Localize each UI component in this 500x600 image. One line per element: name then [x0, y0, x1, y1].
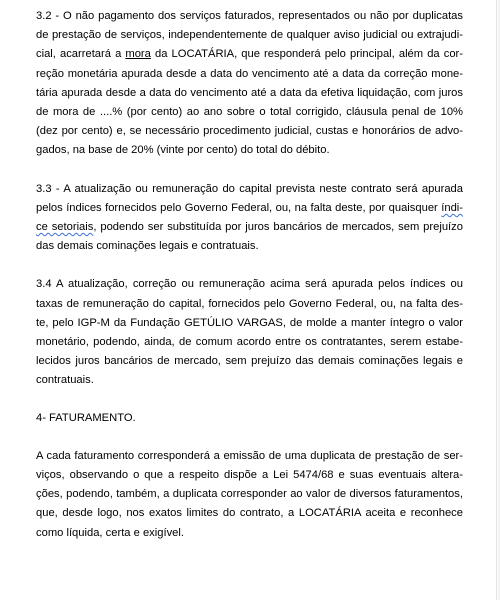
section-4-body: [36, 447, 463, 543]
text-line: A cada faturamento corresponderá a emissão de uma duplicata de prestação de ser-: [36, 449, 463, 462]
paragraph-spacer: [36, 391, 463, 409]
underlined-word-mora: mora: [125, 48, 151, 61]
text-line: taxas de remuneração do capital, fornecidos pelo Governo Federal, ou, na falta des-: [36, 297, 463, 310]
text-line: 3.3 - A atualização ou remuneração do capital prevista neste contrato será apurada: [36, 182, 463, 195]
text-line: das demais cominações legais e contratuais.: [36, 240, 259, 253]
text-line: que, desde logo, nos exatos limites do contrato, a LOCATÁRIA aceita e reconhece: [36, 507, 463, 520]
text-line: [36, 199, 463, 218]
text-line: gados, na base de 20% (vinte por cento) do total do débito.: [36, 144, 330, 157]
text-line: 3.2 - O não pagamento dos serviços faturados, representados ou não por duplicatas: [36, 10, 463, 22]
spellcheck-flagged-word: índi-: [441, 201, 463, 214]
text-line: monetário, podendo, ainda, de comum acordo entre os contratantes, serem estabe-: [36, 336, 463, 349]
text-segment: da LOCATÁRIA, que responderá pelo principal, além da cor-: [150, 48, 463, 61]
text-line: lecidos juros bancários de mercado, sem prejuízo das demais cominações legais e: [36, 355, 463, 368]
text-segment: , podendo ser substituída por juros bancários de mercados, sem prejuízo: [93, 221, 463, 234]
text-line: contratuais.: [36, 374, 94, 387]
text-segment: pelos índices fornecidos pelo Governo Federal, ou, na falta deste, por quaisquer: [36, 201, 442, 214]
text-line: de prestação de serviços, independentemente de qualquer aviso judicial ou extrajudi-: [36, 29, 463, 42]
text-line: como líquida, certa e exigível.: [36, 526, 184, 539]
text-line: [36, 45, 463, 64]
section-heading-faturamento: 4- FATURAMENTO.: [36, 411, 136, 424]
text-line: reção monetária apurada desde a data do vencimento até a data da correção mone-: [36, 67, 463, 80]
text-line: (dez por cento) e, se necessário procedimento judicial, custas e honorários de advo-: [36, 125, 463, 138]
clause-3-4: [36, 275, 463, 390]
document-body: [36, 7, 463, 543]
text-line: tária apurada desde a data do vencimento até a data da efetiva liquidação, com juros: [36, 86, 463, 99]
text-line: 3.4 A atualização, correção ou remuneração acima será apurada pelos índices ou: [36, 278, 463, 291]
page-border: [496, 0, 497, 600]
clause-3-3: [36, 180, 463, 257]
text-line: viços, observando o que a respeito dispõe a Lei 5474/68 e suas eventuais altera-: [36, 469, 463, 482]
text-line: ções, podendo, também, a duplicata corresponder ao valor de diversos faturamentos,: [36, 488, 463, 501]
paragraph-spacer: [36, 161, 463, 180]
paragraph-spacer: [36, 428, 463, 447]
text-line: de mora de ....% (por cento) ao ano sobre o total corrigido, cláusula penal de 10%: [36, 106, 463, 119]
text-line: [36, 218, 463, 237]
text-segment: cial, acarretará a: [36, 48, 126, 61]
text-line: te, pelo IGP-M da Fundação GETÚLIO VARGAS, de molde a manter íntegro o valor: [36, 316, 463, 329]
paragraph-spacer: [36, 256, 463, 275]
clause-3-2: [36, 7, 463, 161]
spellcheck-flagged-word: ce setoriais: [36, 221, 94, 234]
